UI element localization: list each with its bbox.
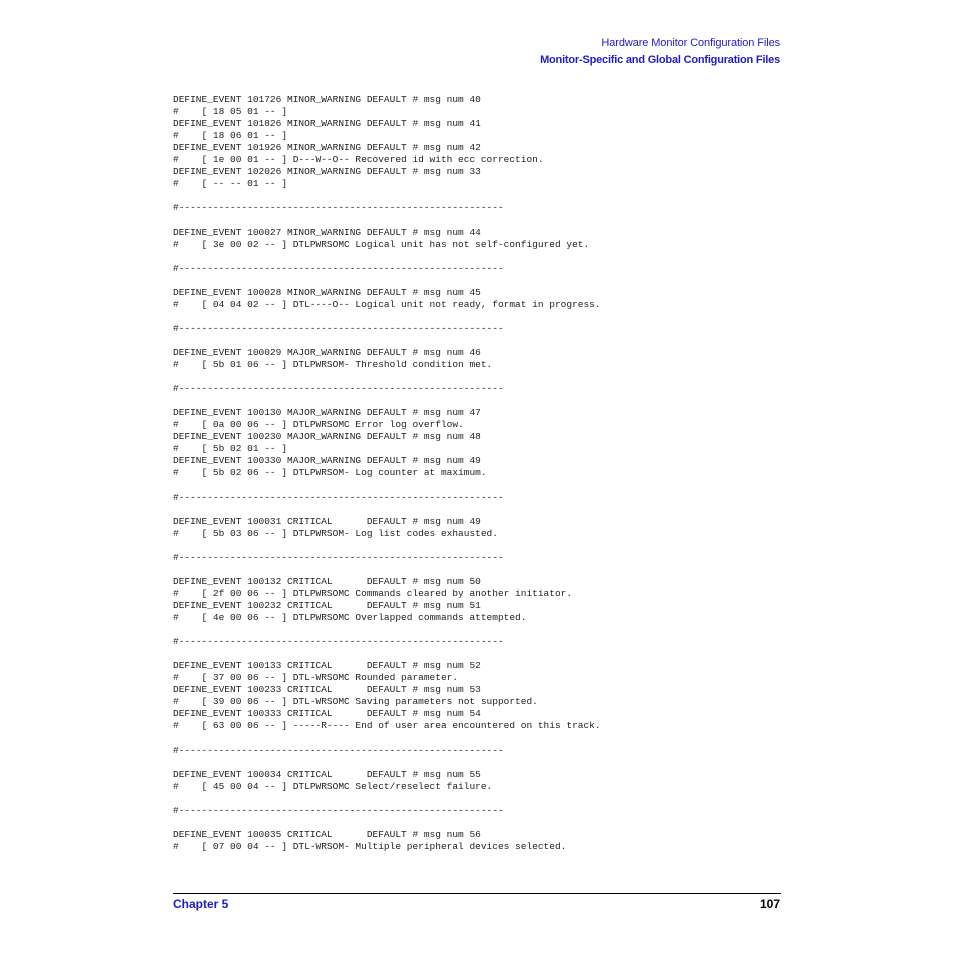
footer-rule [173, 893, 781, 894]
code-line: DEFINE_EVENT 102026 MINOR_WARNING DEFAULT # msg num 33 [173, 166, 481, 178]
code-line: # [ 37 00 06 -- ] DTL-WRSOMC Rounded parameter. [173, 672, 459, 684]
code-line: DEFINE_EVENT 100132 CRITICAL DEFAULT # msg num 50 [173, 575, 481, 587]
code-line: # [ 18 06 01 -- ] [173, 130, 288, 142]
running-header-subsection: Monitor-Specific and Global Configuration Files [540, 54, 780, 66]
code-line [173, 311, 793, 323]
footer-chapter-label: Chapter 5 [173, 897, 229, 911]
code-line: #--------------------------------------------------------- [173, 636, 504, 648]
code-line: #--------------------------------------------------------- [173, 491, 504, 503]
code-line: # [ 5b 02 01 -- ] [173, 443, 288, 455]
code-line: #--------------------------------------------------------- [173, 322, 504, 334]
footer-page-number: 107 [759, 897, 780, 911]
code-line [173, 480, 793, 492]
code-line: # [ 5b 02 06 -- ] DTLPWRSOM- Log counter at maximum. [173, 467, 487, 479]
code-line [173, 251, 793, 263]
code-line: DEFINE_EVENT 100333 CRITICAL DEFAULT # msg num 54 [173, 708, 481, 720]
code-line: # [ 2f 00 06 -- ] DTLPWRSOMC Commands cleared by another initiator. [173, 587, 573, 599]
code-line [173, 504, 793, 516]
code-line: DEFINE_EVENT 100230 MAJOR_WARNING DEFAULT # msg num 48 [173, 431, 481, 443]
code-line [173, 732, 793, 744]
code-line: #--------------------------------------------------------- [173, 804, 504, 816]
code-line: # [ 5b 03 06 -- ] DTLPWRSOM- Log list codes exhausted. [173, 527, 498, 539]
code-line [173, 757, 793, 769]
code-line: DEFINE_EVENT 100130 MAJOR_WARNING DEFAULT # msg num 47 [173, 407, 481, 419]
code-line [173, 275, 793, 287]
code-line: #--------------------------------------------------------- [173, 383, 504, 395]
code-line: DEFINE_EVENT 100031 CRITICAL DEFAULT # msg num 49 [173, 515, 481, 527]
code-line: DEFINE_EVENT 101726 MINOR_WARNING DEFAULT # msg num 40 [173, 94, 481, 105]
code-line: DEFINE_EVENT 101926 MINOR_WARNING DEFAULT # msg num 42 [173, 142, 481, 154]
code-line [173, 564, 793, 576]
code-line: DEFINE_EVENT 100034 CRITICAL DEFAULT # msg num 55 [173, 768, 481, 780]
code-line [173, 624, 793, 636]
code-line: DEFINE_EVENT 100028 MINOR_WARNING DEFAULT # msg num 45 [173, 286, 481, 298]
code-line [173, 395, 793, 407]
code-line: # [ 39 00 06 -- ] DTL-WRSOMC Saving parameters not supported. [173, 696, 538, 708]
code-line [173, 793, 793, 805]
code-line: DEFINE_EVENT 100233 CRITICAL DEFAULT # msg num 53 [173, 684, 481, 696]
code-line: #--------------------------------------------------------- [173, 551, 504, 563]
code-line [173, 335, 793, 347]
code-line: DEFINE_EVENT 100232 CRITICAL DEFAULT # msg num 51 [173, 599, 481, 611]
code-line: DEFINE_EVENT 100035 CRITICAL DEFAULT # msg num 56 [173, 828, 481, 840]
code-listing [173, 94, 793, 853]
code-line: #--------------------------------------------------------- [173, 202, 504, 214]
code-line: #--------------------------------------------------------- [173, 262, 504, 274]
code-line: #--------------------------------------------------------- [173, 744, 504, 756]
code-line: # [ 45 00 04 -- ] DTLPWRSOMC Select/reselect failure. [173, 780, 493, 792]
code-line: # [ 18 05 01 -- ] [173, 106, 288, 118]
code-line: # [ -- -- 01 -- ] [173, 178, 288, 190]
code-line [173, 817, 793, 829]
code-line: DEFINE_EVENT 100133 CRITICAL DEFAULT # msg num 52 [173, 660, 481, 672]
code-line: # [ 4e 00 06 -- ] DTLPWRSOMC Overlapped commands attempted. [173, 612, 527, 624]
code-line [173, 648, 793, 660]
code-line: # [ 1e 00 01 -- ] D---W--O-- Recovered id with ecc correction. [173, 154, 544, 166]
code-line: DEFINE_EVENT 100029 MAJOR_WARNING DEFAULT # msg num 46 [173, 346, 481, 358]
code-line: # [ 3e 00 02 -- ] DTLPWRSOMC Logical unit has not self-configured yet. [173, 238, 590, 250]
code-line [173, 214, 793, 226]
code-line: DEFINE_EVENT 101826 MINOR_WARNING DEFAULT # msg num 41 [173, 118, 481, 130]
running-header-section: Hardware Monitor Configuration Files [601, 37, 780, 49]
code-line [173, 190, 793, 202]
code-line: # [ 5b 01 06 -- ] DTLPWRSOM- Threshold condition met. [173, 359, 493, 371]
code-line: # [ 04 04 02 -- ] DTL----O-- Logical unit not ready, format in progress. [173, 298, 601, 310]
code-line [173, 371, 793, 383]
code-line: # [ 0a 00 06 -- ] DTLPWRSOMC Error log overflow. [173, 419, 464, 431]
code-line [173, 540, 793, 552]
code-line: DEFINE_EVENT 100027 MINOR_WARNING DEFAULT # msg num 44 [173, 226, 481, 238]
code-line: DEFINE_EVENT 100330 MAJOR_WARNING DEFAULT # msg num 49 [173, 455, 481, 467]
code-line: # [ 07 00 04 -- ] DTL-WRSOM- Multiple peripheral devices selected. [173, 840, 567, 852]
code-line: # [ 63 00 06 -- ] -----R---- End of user area encountered on this track. [173, 720, 601, 732]
